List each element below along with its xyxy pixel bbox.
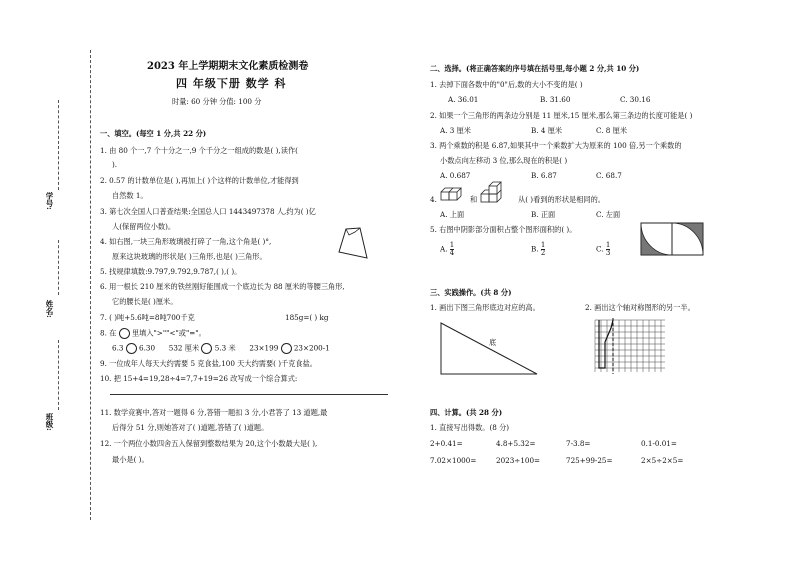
s2-q5: 5. 右图中阴影部分面积占整个图形面积的( )。 xyxy=(430,225,577,234)
s2-q4-and: 和 xyxy=(470,195,478,204)
s1-q7-a: 7. ( )吨+5.6吨=8吨700千克 xyxy=(100,313,195,322)
symmetry-grid-figure[interactable] xyxy=(593,318,667,374)
s2-q5-b-num: 1 xyxy=(540,241,546,249)
triangle-base-label: 底 xyxy=(489,338,497,347)
s2-q4-option-c: C. 左面 xyxy=(596,210,621,219)
s1-q9: 9. 一位成年人每天大约需要 5 克食盐,100 天大约需要( )千克食盐。 xyxy=(100,359,317,368)
s2-q3-option-a: A. 0.687 xyxy=(440,171,471,180)
s1-q10: 10. 把 15+4=19,28÷4=7,7+19=26 改写成一个综合算式: xyxy=(100,374,298,383)
student-number-line xyxy=(58,100,59,190)
s1-q11-end: 后得分 51 分,则她答对了( )道题,答错了( )道题。 xyxy=(112,423,269,432)
s2-q1: 1. 去掉下面各数中的"0"后,数的大小不变的是( ) xyxy=(430,80,583,89)
s1-q11: 11. 数学竞赛中,答对一题得 6 分,答错一题扣 3 分,小君答了 13 道题,最 xyxy=(100,408,328,417)
s2-q2-option-c: C. 8 厘米 xyxy=(596,126,628,135)
student-name-line xyxy=(58,240,59,295)
s2-q4-question: 从( )看到的形状是相同的。 xyxy=(518,195,605,204)
s2-q4-option-a: A. 上面 xyxy=(440,210,465,219)
s2-q4-option-b: B. 正面 xyxy=(531,210,556,219)
s2-heading: 二、选择。(将正确答案的序号填在括号里,每小题 2 分,共 10 分) xyxy=(430,64,640,73)
s3-heading: 三、实践操作。(共 8 分) xyxy=(430,288,512,297)
s2-q3-option-b: B. 6.87 xyxy=(531,171,557,180)
s2-q5-b-den: 2 xyxy=(540,249,546,257)
cube-figure-2 xyxy=(480,180,514,208)
s2-q3-cont: 小数点向左移动 3 位,那么现在的积是( ) xyxy=(440,156,568,165)
calc-2: 4.8+5.32= xyxy=(496,439,536,448)
s2-q2-option-b: B. 4 厘米 xyxy=(531,126,563,135)
calc-6: 2023÷100= xyxy=(496,456,541,465)
compare-right-3: 23×200-1 xyxy=(293,343,330,353)
compare-left-2: 532 厘米 xyxy=(168,343,200,353)
cube-figure-1 xyxy=(440,184,468,206)
s1-q8 xyxy=(100,328,206,339)
s1-q3-end: 人(保留两位小数)。 xyxy=(112,222,176,231)
s1-q8-instruction: 里填入">""<"或"="。 xyxy=(131,328,206,338)
s1-q12-end: 最小是( )。 xyxy=(112,455,149,464)
calc-4: 0.1-0.01= xyxy=(641,439,677,448)
binding-line xyxy=(90,50,91,520)
student-name-label: 姓名: xyxy=(45,300,54,318)
s2-q3: 3. 两个乘数的积是 6.87,如果其中一个乘数扩大为原来的 100 倍,另一个乘数的 xyxy=(430,141,682,150)
s1-q4: 4. 如右图,一块三角形玻璃被打碎了一角,这个角是( )°, xyxy=(100,237,272,246)
s2-q5-option-b xyxy=(531,242,545,257)
s1-q2: 2. 0.57 的计数单位是( ),再加上( )个这样的计数单位,才能得到 xyxy=(100,176,299,185)
s2-q2: 2. 如果一个三角形的两条边分别是 11 厘米,15 厘米,那么第三条边的长度可能是( ) xyxy=(430,111,693,120)
student-number-label: 学号: xyxy=(45,192,54,210)
s1-q7-b: 185g=( ) kg xyxy=(285,313,329,322)
s1-q8-label: 8. 在 xyxy=(100,328,117,338)
s1-q8-items xyxy=(112,343,330,354)
s2-q5-c-num: 1 xyxy=(605,241,611,249)
s2-q5-a-den: 4 xyxy=(449,249,455,257)
broken-triangle-figure xyxy=(336,226,370,262)
s2-q5-option-c xyxy=(596,242,610,257)
s3-q1: 1. 画出下图三角形底边对应的高。 xyxy=(430,303,540,312)
compare-circle-1[interactable] xyxy=(126,343,137,354)
calc-5: 7.02×1000= xyxy=(430,456,477,465)
s2-q3-option-c: C. 68.7 xyxy=(596,171,622,180)
s2-q1-option-b: B. 31.60 xyxy=(540,95,571,104)
s2-q5-c-den: 3 xyxy=(605,249,611,257)
compare-circle-2[interactable] xyxy=(201,343,212,354)
s1-q1-end: ). xyxy=(112,160,118,169)
calc-8: 2×5÷2×5= xyxy=(641,456,684,465)
s2-q1-option-a: A. 36.01 xyxy=(448,95,479,104)
calc-1: 2+0.41= xyxy=(430,439,463,448)
class-line xyxy=(58,340,59,410)
s2-q5-c-label: C. xyxy=(596,244,604,254)
calc-7: 725+99-25= xyxy=(566,456,613,465)
s1-q3: 3. 第七次全国人口普查结果:全国总人口 1443497378 人,约为( )亿 xyxy=(100,207,316,216)
compare-circle-3[interactable] xyxy=(281,343,292,354)
compare-left-1: 6.3 xyxy=(112,343,124,353)
s2-q1-option-c: C. 30.16 xyxy=(620,95,651,104)
compare-right-1: 6.30 xyxy=(139,343,156,353)
s1-q4-end: 原来这块玻璃的形状是( )三角形,也是( )三角形。 xyxy=(112,252,267,261)
compare-circle xyxy=(119,328,130,339)
exam-title: 2023 年上学期期末文化素质检测卷 xyxy=(147,61,309,72)
s1-q6-end: 它的腰长是( )厘米。 xyxy=(112,297,178,306)
s1-heading: 一、填空。(每空 1 分,共 22 分) xyxy=(100,129,207,138)
s1-q10-answer-line[interactable] xyxy=(110,394,388,395)
s1-q12: 12. 一个两位小数四舍五入保留到整数结果为 20,这个小数最大是( ), xyxy=(100,439,318,448)
compare-left-3: 23×199 xyxy=(249,343,279,353)
s1-q2-end: 自然数 1。 xyxy=(112,191,148,200)
s2-q2-option-a: A. 3 厘米 xyxy=(440,126,471,135)
s1-q1: 1. 由 80 个一,7 个十分之一,9 个千分之一组成的数是( ),读作( xyxy=(100,146,298,155)
compare-right-2: 5.3 米 xyxy=(214,343,236,353)
s1-q5: 5. 找规律填数:9.797,9.792,9.787,( ),( )。 xyxy=(100,267,242,276)
s2-q5-option-a xyxy=(440,242,454,257)
class-label: 班级: xyxy=(45,413,54,431)
s4-heading: 四、计算。(共 28 分) xyxy=(430,408,503,417)
shaded-area-figure xyxy=(640,222,704,256)
exam-subtitle: 四 年级下册 数学 科 xyxy=(176,77,287,90)
s1-q6: 6. 用一根长 210 厘米的铁丝刚好能围成一个底边长为 88 厘米的等腰三角形, xyxy=(100,282,345,291)
calc-3: 7-3.8= xyxy=(566,439,591,448)
s2-q4-number: 4. xyxy=(430,195,437,204)
exam-time: 时量: 60 分钟 分值: 100 分 xyxy=(172,97,262,106)
s2-q5-a-num: 1 xyxy=(449,241,455,249)
s3-q2: 2. 画出这个轴对称图形的另一半。 xyxy=(585,303,695,312)
triangle-figure xyxy=(440,322,540,376)
s2-q5-a-label: A. xyxy=(440,244,448,254)
s2-q5-b-label: B. xyxy=(531,244,539,254)
s4-q1: 1. 直接写出得数。(8 分) xyxy=(430,423,510,432)
